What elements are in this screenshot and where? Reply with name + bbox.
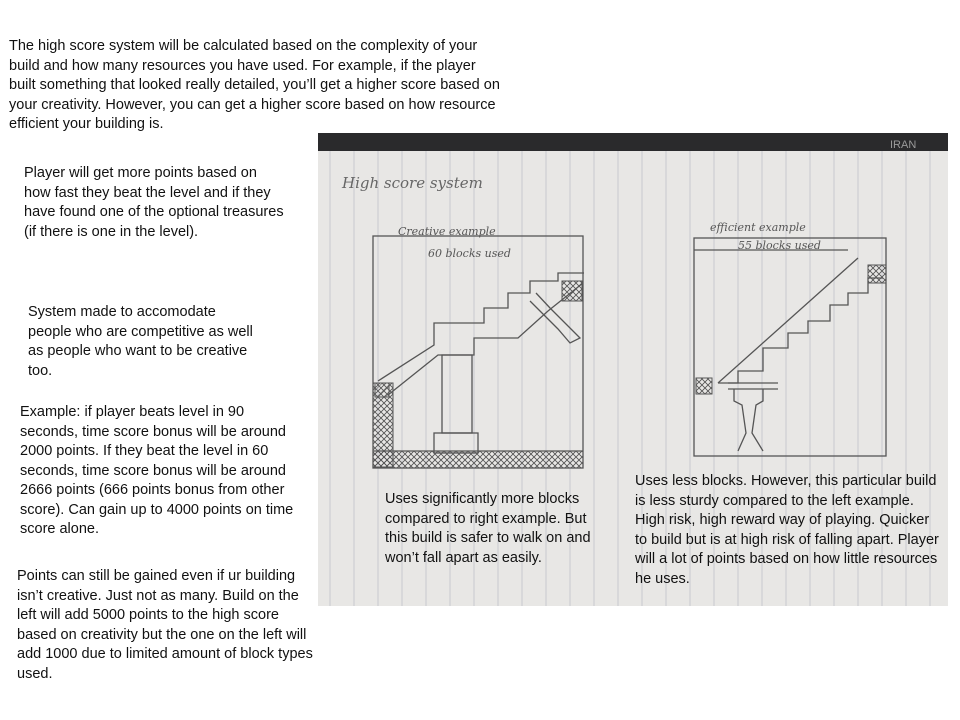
sketch-photo (318, 133, 948, 606)
left-count: 60 blocks used (428, 247, 511, 260)
right-count: 55 blocks used (738, 239, 821, 252)
table-print-text: IRAN (890, 139, 917, 151)
left-start-block (375, 383, 389, 397)
left-floor-blocks (373, 451, 583, 468)
right-title: efficient example (710, 221, 806, 234)
time-example-note: Example: if player beats level in 90 seconds, time score bonus will be around 2000 points. If they beat the level in 60 seconds, time score bonus will be around 2666 points (666 points bonus from other score). Can gain up to 4000 points on time score alone. (20, 404, 294, 537)
sketch-heading: High score system (342, 174, 483, 192)
right-top-block (868, 265, 886, 283)
audience-note: System made to accomodate people who are competitive as well as people who want to be creative too. (28, 304, 253, 379)
left-caption: Uses significantly more blocks compared to right example. But this build is safer to walk on and won’t fall apart as easily. (385, 491, 591, 566)
left-top-block (562, 281, 582, 301)
creativity-points-note: Points can still be gained even if ur building isn’t creative. Just not as many. Build on the left will add 5000 points to the high score based on creativity but the one on the left will add 1000 due to limited amount of block types used. (17, 568, 313, 682)
intro-paragraph: The high score system will be calculated based on the complexity of your build and how many resources you have used. For example, if the player built something that looked really detailed, you’ll get a higher score based on your creativity. However, you can get a higher score based on how resource efficient your building is. (9, 38, 500, 132)
speed-points-note: Player will get more points based on how fast they beat the level and if they have found one of the optional treasures (if there is one in the level). (24, 165, 284, 240)
right-caption: Uses less blocks. However, this particular build is less sturdy compared to the left example. High risk, high reward way of playing. Quicker to build but is at high risk of falling apart. Player will a lot of points based on how little resources he uses. (635, 473, 939, 587)
left-title: Creative example (398, 225, 496, 238)
right-start-block (696, 378, 712, 394)
